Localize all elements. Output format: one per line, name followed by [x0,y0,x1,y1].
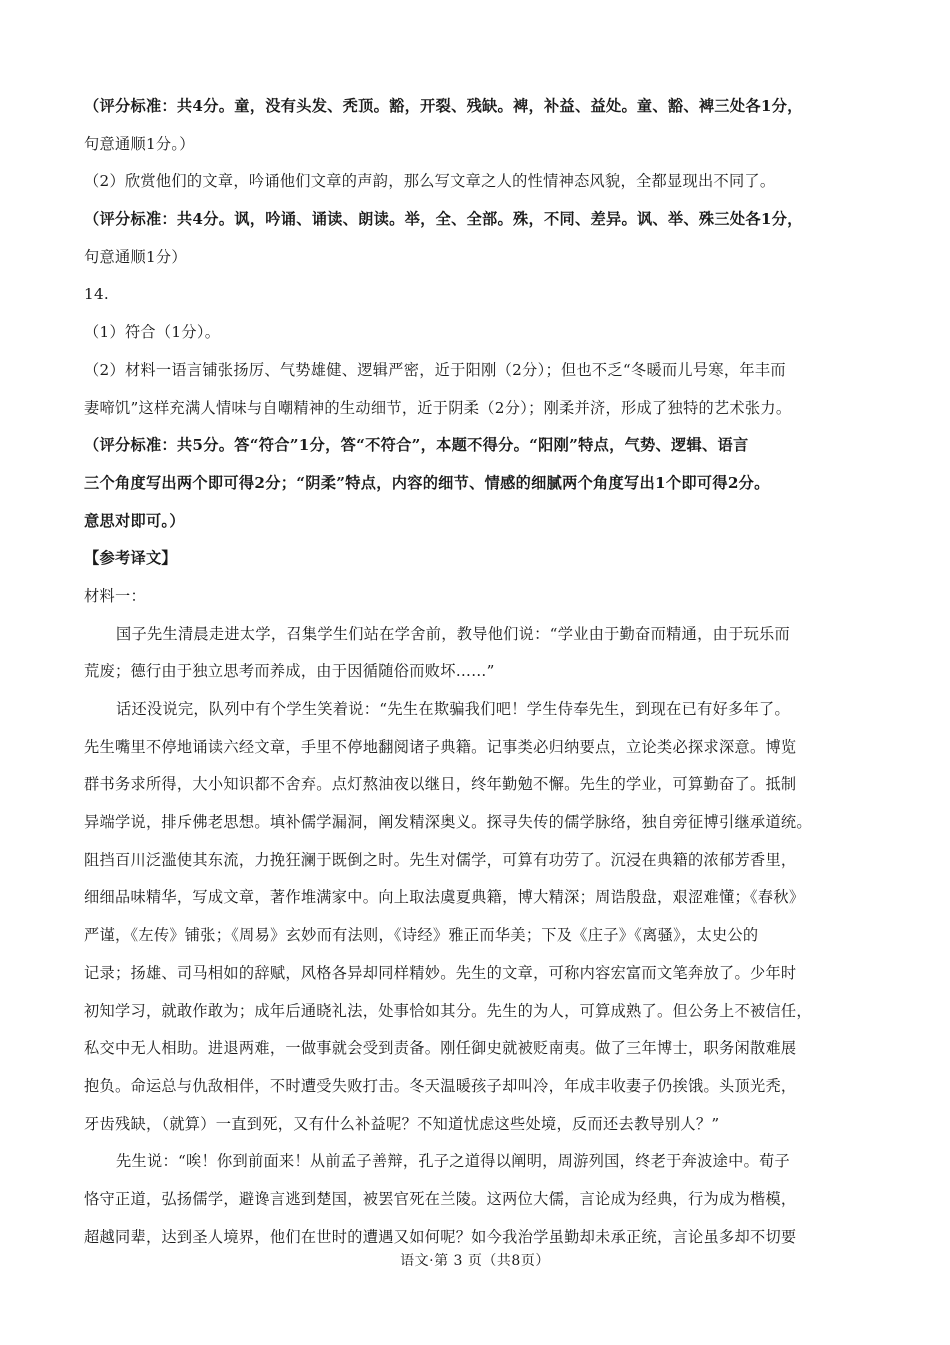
q13-part1-scoring-line1: （评分标准：共4分。童，没有头发、秃顶。豁，开裂、残缺。裨，补益、益处。童、豁、裨三处各1分， [84,97,803,115]
q14-part2-answer-line2: 妻啼饥”这样充满人情味与自嘲精神的生动细节，近于阴柔（2分）；刚柔并济，形成了独特的艺术张力。 [84,398,792,417]
translation-p2-line3: 群书务求所得，大小知识都不舍弃。点灯熬油夜以继日，终年勤勉不懈。先生的学业，可算勤奋了。抵制 [84,775,797,794]
q13-part1-scoring-line2: 句意通顺1分。） [84,134,195,153]
translation-p2-line4: 异端学说，排斥佛老思想。填补儒学漏洞，阐发精深奥义。探寻失传的儒学脉络，独自旁征博引继承道统。 [84,813,812,832]
translation-p2-line9: 初知学习，就敢作敢为；成年后通晓礼法，处事恰如其分。先生的为人，可算成熟了。但公务上不被信任， [84,1001,812,1020]
translation-p2-line12: 牙齿残缺，（就算）一直到死，又有什么补益呢？不知道忧虑这些处境，反而还去教导别人？” [84,1114,720,1133]
q14-scoring-line2: 三个角度写出两个即可得2分；“阴柔”特点，内容的细节、情感的细腻两个角度写出1个即可得2分。 [84,473,770,492]
translation-p3-line1: 先生说：“唉！你到前面来！从前孟子善辩，孔子之道得以阐明，周游列国，终老于奔波途中。荀子 [116,1152,791,1171]
q13-part2-scoring-line2: 句意通顺1分） [84,247,187,266]
q13-part2-scoring-line1: （评分标准：共4分。讽，吟诵、诵读、朗读。举，全、全部。殊，不同、差异。讽、举、殊三处各1分， [84,210,803,229]
translation-p2-line8: 记录；扬雄、司马相如的辞赋，风格各异却同样精妙。先生的文章，可称内容宏富而文笔奔放了。少年时 [84,963,797,982]
translation-p3-line3: 超越同辈，达到圣人境界，他们在世时的遭遇又如何呢？如今我治学虽勤却未承正统，言论虽多却不切要 [84,1227,797,1246]
q14-scoring-line3: 意思对即可。） [84,511,185,530]
q14-part1-answer: （1）符合（1分）。 [84,323,221,342]
q14-number: 14. [84,285,110,304]
translation-heading: 【参考译文】 [84,549,177,568]
translation-p1-line1: 国子先生清晨走进太学，召集学生们站在学舍前，教导他们说：“学业由于勤奋而精通，由于玩乐而 [116,624,791,643]
page-content [84,88,870,1256]
translation-p2-line1: 话还没说完，队列中有个学生笑着说：“先生在欺骗我们吧！学生侍奉先生，到现在已有好多年了。 [116,700,791,718]
translation-p3-line2: 恪守正道，弘扬儒学，避谗言逃到楚国，被罢官死在兰陵。这两位大儒，言论成为经典，行为成为楷模， [84,1189,797,1208]
translation-p2-line6: 细细品味精华，写成文章，著作堆满家中。向上取法虞夏典籍，博大精深；周诰殷盘，艰涩难懂；《春秋》 [84,888,805,907]
translation-p2-line2: 先生嘴里不停地诵读六经文章，手里不停地翻阅诸子典籍。记事类必归纳要点，立论类必探求深意。博览 [84,737,797,756]
page-footer: 语文·第 3 页（共8页） [400,1253,550,1269]
translation-p2-line10: 私交中无人相助。进退两难，一做事就会受到责备。刚任御史就被贬南夷。做了三年博士，职务闲散难展 [84,1039,797,1058]
material-label: 材料一： [84,586,146,605]
translation-p2-line5: 阻挡百川泛滥使其东流，力挽狂澜于既倒之时。先生对儒学，可算有功劳了。沉浸在典籍的浓郁芳香里， [84,850,797,869]
translation-p2-line11: 抱负。命运总与仇敌相伴，不时遭受失败打击。冬天温暖孩子却叫冷，年成丰收妻子仍挨饿。头顶光秃， [84,1076,797,1095]
q13-part2-answer: （2）欣赏他们的文章，吟诵他们文章的声韵，那么写文章之人的性情神态风貌，全都显现出不同了。 [84,172,776,191]
translation-p2-line7: 严谨，《左传》铺张；《周易》玄妙而有法则，《诗经》雅正而华美；下及《庄子》《离骚》，太史公的 [84,926,759,945]
q14-scoring-line1: （评分标准：共5分。答“符合”1分，答“不符合”，本题不得分。“阳刚”特点，气势、逻辑、语言 [84,436,749,455]
translation-p1-line2: 荒废；德行由于独立思考而养成，由于因循随俗而败坏……” [84,662,495,681]
q14-part2-answer-line1: （2）材料一语言铺张扬厉、气势雄健、逻辑严密，近于阳刚（2分）；但也不乏“冬暖而儿号寒，年丰而 [84,360,786,379]
